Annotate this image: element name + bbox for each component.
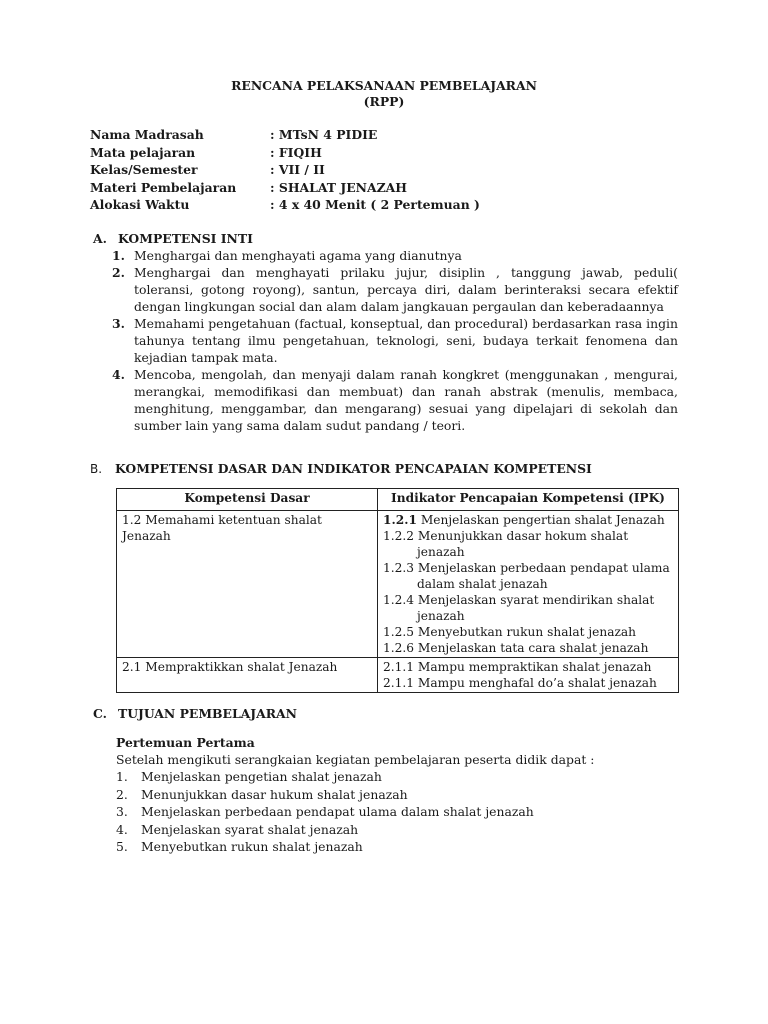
ipk-text: Menjelaskan tata cara shalat jenazah xyxy=(417,641,649,655)
item-text: Menjelaskan perbedaan pendapat ulama dalam shalat jenazah xyxy=(141,804,534,819)
meta-row xyxy=(90,161,480,179)
section-c-heading xyxy=(93,705,297,722)
item-number: 4. xyxy=(116,821,128,837)
list-item xyxy=(116,786,534,804)
list-item xyxy=(116,803,534,821)
list-item xyxy=(112,264,678,315)
section-b-heading xyxy=(90,460,592,478)
ipk-cell xyxy=(378,658,679,693)
ipk-item xyxy=(383,659,673,675)
ipk-cell xyxy=(378,511,679,658)
ipk-code: 1.2.2 xyxy=(383,529,415,543)
column-header: Kompetensi Dasar xyxy=(117,489,378,511)
meta-label: Alokasi Waktu xyxy=(90,197,190,212)
meta-row xyxy=(90,126,480,144)
item-text: Menyebutkan rukun shalat jenazah xyxy=(141,839,363,854)
meta-value: : FIQIH xyxy=(270,144,322,160)
meeting-subtitle: Pertemuan Pertama xyxy=(116,735,255,750)
kd-cell: 1.2 Memahami ketentuan shalat Jenazah xyxy=(117,511,378,658)
ipk-text: Menjelaskan pengertian shalat Jenazah xyxy=(420,513,665,527)
list-item xyxy=(112,315,678,366)
item-text: Menjelaskan syarat shalat jenazah xyxy=(141,821,359,837)
section-title: KOMPETENSI DASAR DAN INDIKATOR PENCAPAIAN KOMPETENSI xyxy=(115,461,592,476)
meta-label: Kelas/Semester xyxy=(90,162,198,177)
meta-row xyxy=(90,144,480,162)
ipk-code: 1.2.3 xyxy=(383,561,415,575)
item-number: 1. xyxy=(116,769,128,784)
ipk-text: Mampu mempraktikan shalat jenazah xyxy=(414,660,652,674)
item-text: Menghargai dan menghayati prilaku jujur, disiplin , tanggung jawab, peduli( toleransi, gotong royong), santun, percaya diri, dalam berinteraksi secara efektif dengan lingkungan social dan alam dalam jangkauan pergaulan dan keberadaannya xyxy=(134,265,678,314)
table-row xyxy=(117,658,679,693)
identity-block xyxy=(90,126,480,214)
item-number: 2. xyxy=(112,265,125,280)
item-text: Menunjukkan dasar hukum shalat jenazah xyxy=(141,786,408,802)
ipk-item xyxy=(383,624,673,640)
meta-label: Mata pelajaran xyxy=(90,144,196,160)
ipk-code: 1.2.1 xyxy=(383,513,417,527)
item-text: Menjelaskan pengetian shalat jenazah xyxy=(141,769,382,784)
list-item xyxy=(116,768,534,786)
list-item xyxy=(116,821,534,839)
ipk-item xyxy=(383,640,673,656)
ipk-text: Menjelaskan perbedaan pendapat ulama xyxy=(417,561,670,575)
ipk-item xyxy=(383,675,673,691)
ipk-code: 1.2.6 xyxy=(383,641,415,655)
list-item xyxy=(116,838,534,856)
table-header-row xyxy=(117,489,679,511)
objectives-list xyxy=(116,768,534,856)
kd-cell: 2.1 Mempraktikkan shalat Jenazah xyxy=(117,658,378,693)
document-subtitle: (RPP) xyxy=(363,94,405,109)
item-text: Memahami pengetahuan (factual, konseptual, dan procedural) berdasarkan rasa ingin tahunya tentang ilmu pengetahuan, teknologi, seni, budaya terkait fenomena dan kejadian tampak mata. xyxy=(134,316,678,365)
meta-value: : VII / II xyxy=(270,162,325,177)
section-letter: C. xyxy=(93,706,107,721)
meta-value: : SHALAT JENAZAH xyxy=(270,179,407,195)
ipk-text-continued: dalam shalat jenazah xyxy=(417,577,548,591)
column-header: Indikator Pencapaian Kompetensi (IPK) xyxy=(378,489,679,511)
competency-table xyxy=(116,488,679,693)
item-text: Mencoba, mengolah, dan menyaji dalam ranah kongkret (menggunakan , mengurai, merangkai, memodifikasi dan membuat) dan ranah abstrak (menulis, membaca, menghitung, menggambar, dan mengarang) sesuai yang dipelajari di sekolah dan sumber lain yang sama dalam sudut pandang / teori. xyxy=(134,367,678,433)
item-number: 5. xyxy=(116,839,128,854)
section-letter: A. xyxy=(93,231,107,246)
item-number: 2. xyxy=(116,786,128,802)
item-number: 3. xyxy=(112,316,125,331)
item-number: 1. xyxy=(112,248,125,263)
section-a-heading xyxy=(93,230,253,247)
ipk-text: Mampu menghafal do’a shalat jenazah xyxy=(417,676,657,690)
ipk-code: 1.2.5 xyxy=(383,625,415,639)
ipk-text-continued: jenazah xyxy=(417,609,465,623)
table-row xyxy=(117,511,679,658)
ipk-text-continued: jenazah xyxy=(417,545,465,559)
ipk-item xyxy=(383,528,673,544)
meta-label: Nama Madrasah xyxy=(90,127,204,142)
meta-label: Materi Pembelajaran xyxy=(90,179,237,195)
list-item xyxy=(112,366,678,434)
meta-row xyxy=(90,196,480,214)
ipk-text: Menunjukkan dasar hokum shalat xyxy=(417,529,629,543)
ipk-text: Menjelaskan syarat mendirikan shalat xyxy=(417,593,655,607)
kompetensi-inti-list xyxy=(112,247,678,434)
section-letter: B. xyxy=(90,462,103,476)
objectives-intro: Setelah mengikuti serangkaian kegiatan pembelajaran peserta didik dapat : xyxy=(116,752,595,767)
meta-value: : 4 x 40 Menit ( 2 Pertemuan ) xyxy=(270,197,480,212)
ipk-item xyxy=(383,560,673,576)
document-title: RENCANA PELAKSANAAN PEMBELAJARAN xyxy=(231,78,537,93)
list-item xyxy=(112,247,678,264)
ipk-code: 2.1.1 xyxy=(383,676,415,690)
section-title: KOMPETENSI INTI xyxy=(118,231,253,246)
ipk-code: 2.1.1 xyxy=(383,660,415,674)
item-number: 4. xyxy=(112,367,125,382)
meta-value: : MTsN 4 PIDIE xyxy=(270,127,378,142)
ipk-code: 1.2.4 xyxy=(383,593,415,607)
section-title: TUJUAN PEMBELAJARAN xyxy=(118,706,297,721)
meta-row xyxy=(90,179,480,197)
ipk-item xyxy=(383,592,673,608)
ipk-item xyxy=(383,512,673,528)
ipk-text: Menyebutkan rukun shalat jenazah xyxy=(417,625,637,639)
item-text: Menghargai dan menghayati agama yang dianutnya xyxy=(134,248,462,263)
item-number: 3. xyxy=(116,804,128,819)
